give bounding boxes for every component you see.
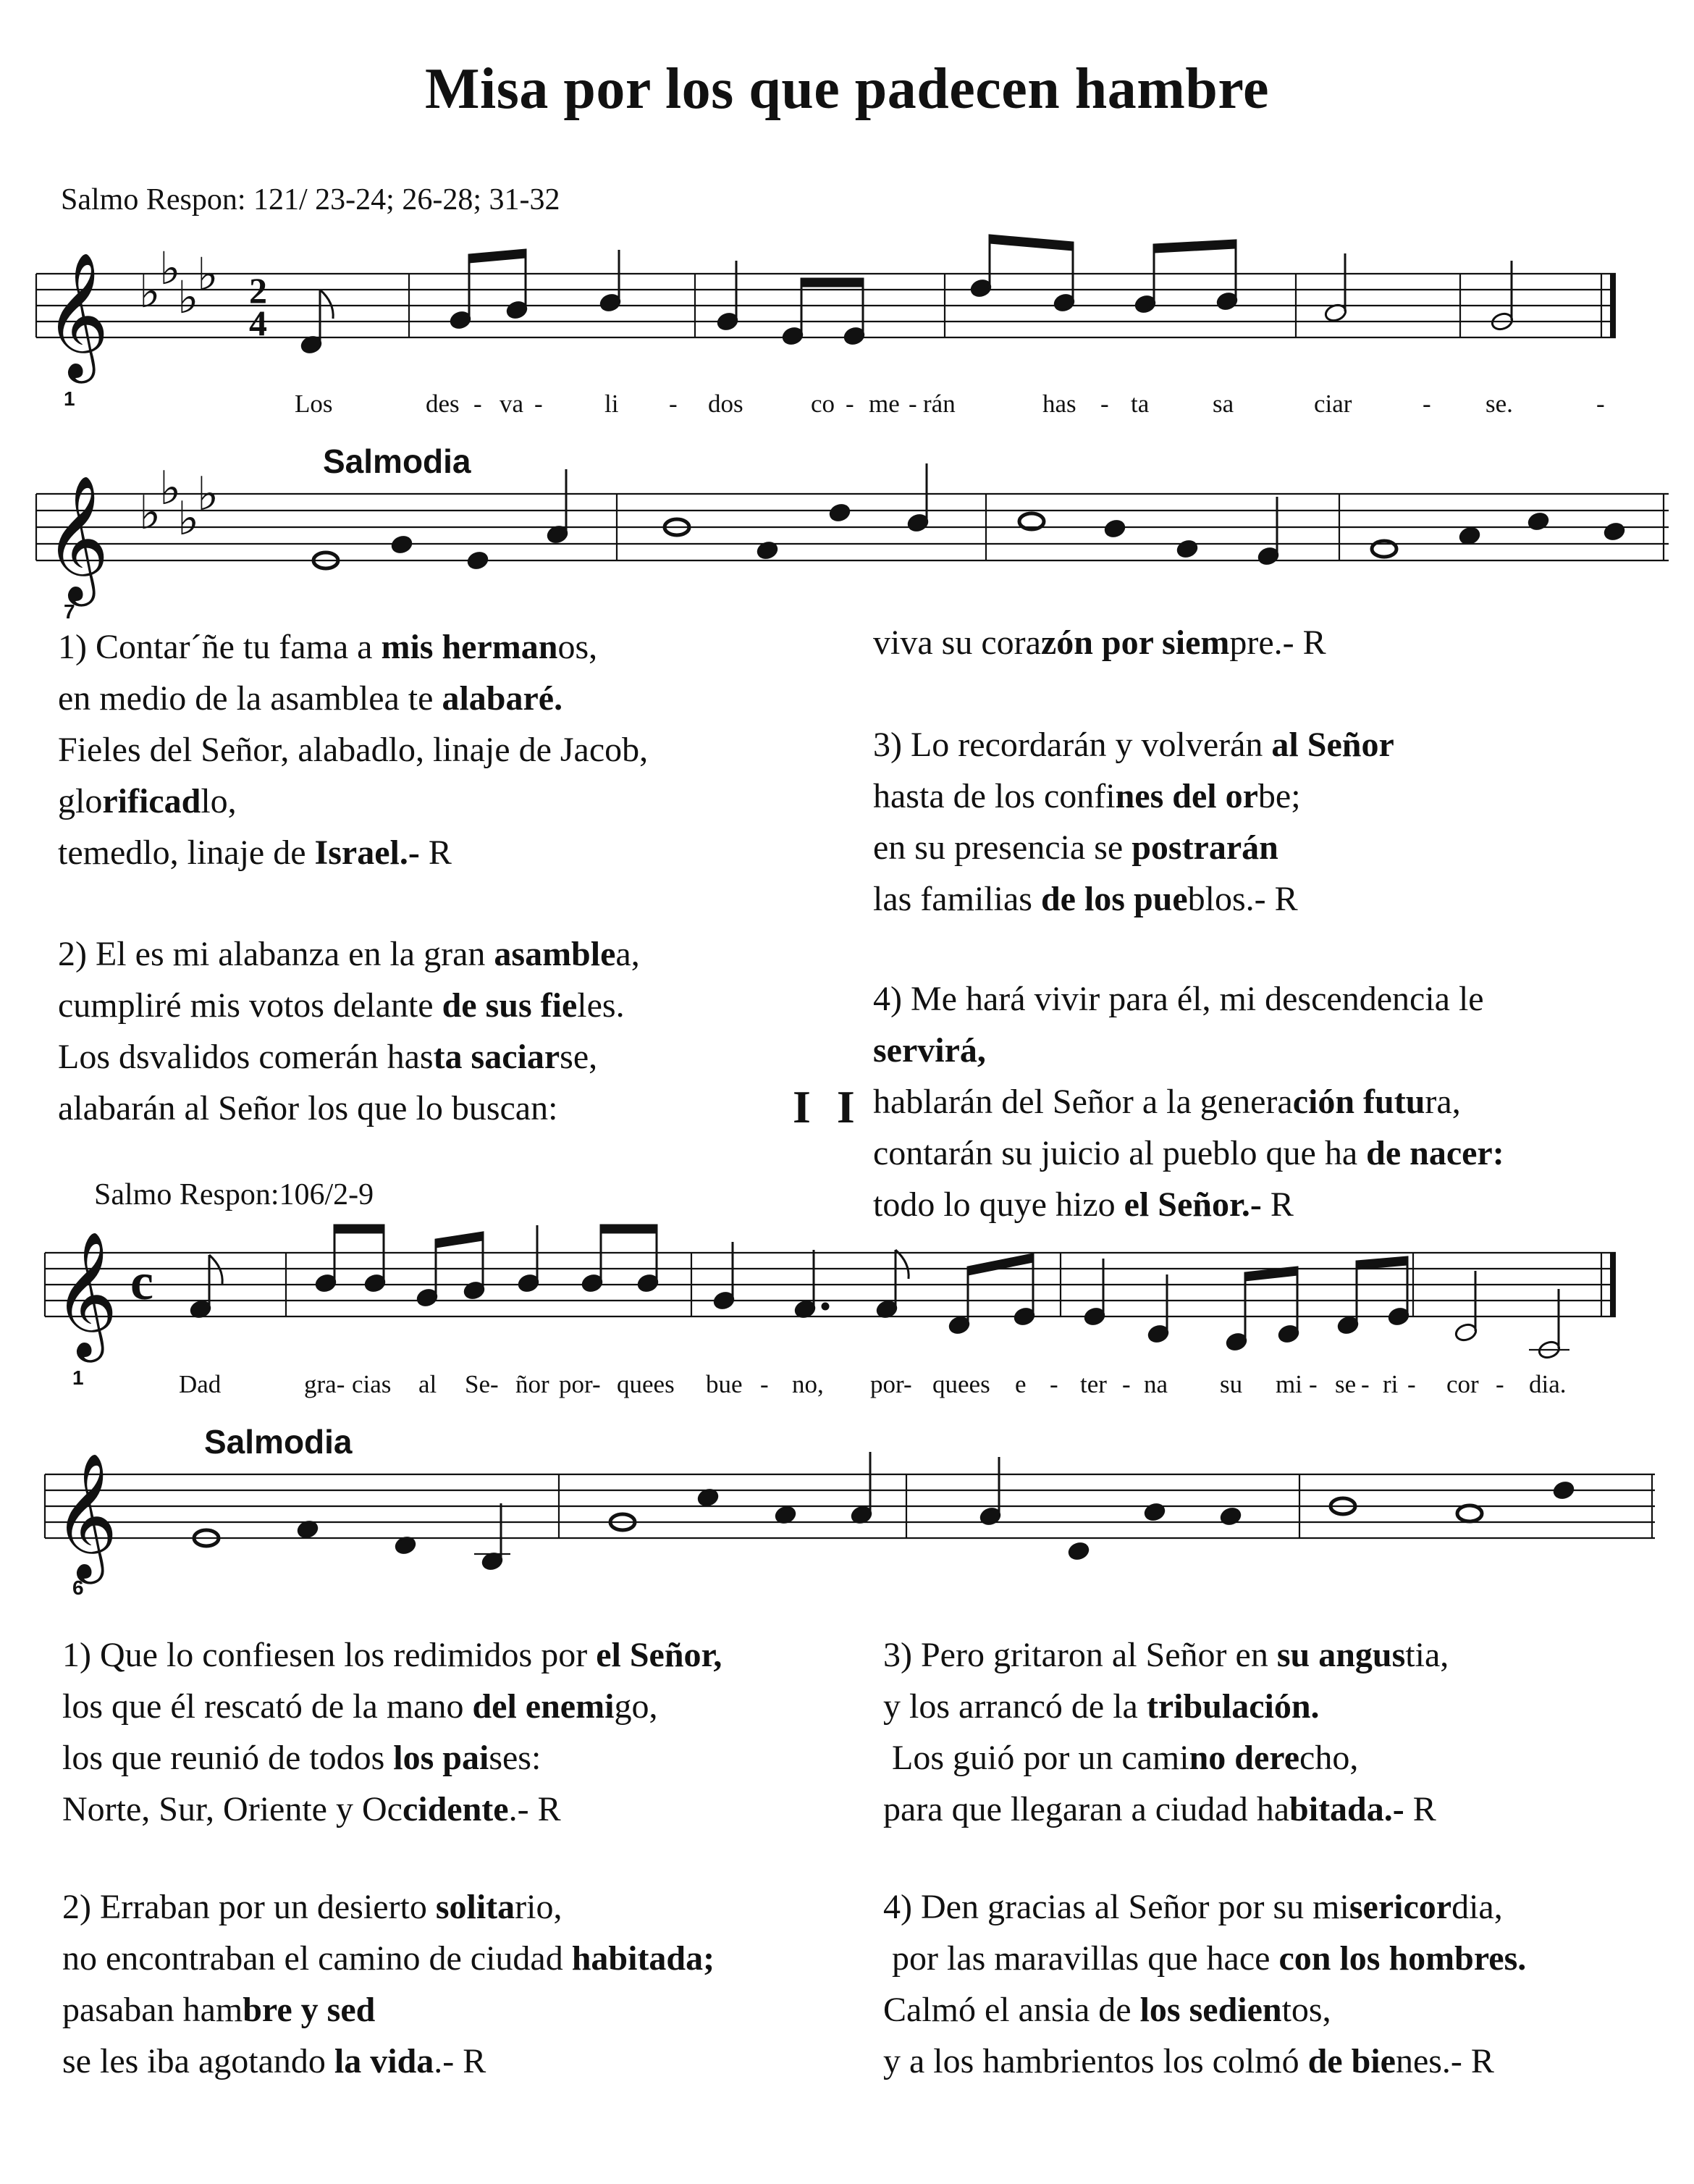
lyric-syllable: ciar — [1314, 390, 1352, 418]
verse-text: .- R — [434, 2042, 486, 2080]
verse-line — [883, 1933, 1526, 1984]
lyric-hyphen: - — [909, 390, 917, 418]
verse-text: ra, — [1425, 1083, 1461, 1121]
verse-text: nes.- R — [1395, 2042, 1494, 2080]
lyric-syllable: gra- — [304, 1370, 345, 1398]
treble-clef-icon: 𝄞 — [45, 252, 109, 378]
verse-text: 4) Den gracias al Señor por su mi — [883, 1888, 1349, 1926]
lyric-syllable: no, — [792, 1370, 824, 1398]
verse-line — [883, 1881, 1526, 1933]
verse-text: tia, — [1405, 1636, 1449, 1674]
psalm2-verse-2 — [62, 1881, 715, 2087]
lyric-syllable: has — [1042, 390, 1076, 418]
verse-text: viva su cora — [873, 623, 1041, 662]
verse-line — [883, 1732, 1449, 1784]
whole-note — [1457, 1505, 1482, 1521]
verse-text-bold: ta saciar — [433, 1038, 560, 1076]
lyric-syllable: co — [811, 390, 835, 418]
lyric-syllable: por- — [559, 1370, 601, 1398]
page-title: Misa por los que padecen hambre — [425, 57, 1269, 121]
lyric-syllable: cias — [352, 1370, 392, 1398]
svg-text:♭: ♭ — [139, 265, 161, 318]
lyric-hyphen: - — [473, 390, 482, 418]
verse-text: Calmó el ansia de — [883, 1991, 1140, 2029]
lyric-hyphen: - — [1361, 1370, 1370, 1398]
treble-clef-icon: 𝄞 — [45, 475, 109, 601]
verse-line — [883, 1984, 1526, 2036]
lyric-syllable: cor — [1446, 1370, 1479, 1398]
verse-line — [883, 1784, 1449, 1835]
psalm2-verse-1 — [62, 1629, 722, 1835]
lyric-syllable: quees — [617, 1370, 675, 1398]
lyric-syllable: sa — [1213, 390, 1234, 418]
verse-text: para que llegaran a ciudad ha — [883, 1790, 1290, 1828]
verse-text: por las maravillas que hace — [883, 1939, 1279, 1978]
lyric-syllable: dia. — [1529, 1370, 1567, 1398]
verse-line — [62, 1933, 715, 1984]
verse-text: R — [1261, 1185, 1294, 1224]
lyric-syllable: e — [1015, 1370, 1027, 1398]
verse-line — [62, 2036, 715, 2087]
lyric-syllable: Dad — [179, 1370, 222, 1398]
verse-text: 4) Me hará vivir para él, mi descendencia le — [873, 980, 1484, 1018]
salmodia-heading: Salmodia — [204, 1423, 353, 1461]
lyric-syllable: Los — [295, 390, 333, 418]
lyric-syllable: ri — [1383, 1370, 1399, 1398]
lyric-syllable: se. — [1486, 390, 1513, 418]
measure-number: 1 — [72, 1366, 84, 1389]
lyric-hyphen: - — [1100, 390, 1109, 418]
verse-text: tos, — [1281, 1991, 1331, 2029]
lyric-syllable: ter — [1080, 1370, 1107, 1398]
verse-text-bold: de los pue — [1040, 880, 1188, 918]
verse-text: rio, — [515, 1888, 562, 1926]
verse-text: cumpliré mis votos delante — [58, 986, 442, 1025]
lyric-syllable: ta — [1131, 390, 1150, 418]
verse-text: R — [1404, 1790, 1436, 1828]
verse-text-bold: asamble — [494, 935, 616, 973]
verse-text: y a los hambrientos los colmó — [883, 2042, 1308, 2080]
verse-text-bold: tribulación. — [1146, 1687, 1320, 1726]
note — [1552, 1480, 1575, 1500]
lyric-syllable: Se- — [465, 1370, 499, 1398]
verse-text: los que reunió de todos — [62, 1739, 394, 1777]
lyric-hyphen: - — [1050, 1370, 1058, 1398]
verse-text-bold: rificad — [102, 782, 201, 820]
psalm1-reference: Salmo Respon: 121/ 23-24; 26-28; 31-32 — [61, 183, 560, 217]
verse-text-bold: con los hombres. — [1278, 1939, 1527, 1978]
verse-text: a, — [615, 935, 640, 973]
verse-text: en medio de la asamblea te — [58, 679, 442, 718]
verse-text-bold: ción futu — [1292, 1083, 1425, 1121]
verse-text-bold: Israel.- — [314, 833, 420, 872]
lyric-hyphen: - — [669, 390, 678, 418]
verse-line — [62, 1681, 722, 1732]
note — [1219, 1506, 1242, 1526]
verse-line — [62, 1732, 722, 1784]
verse-text-bold: el Señor.- — [1124, 1185, 1262, 1224]
lyric-syllable: su — [1220, 1370, 1243, 1398]
verse-text-bold: los pai — [393, 1739, 489, 1777]
lyric-hyphen: - — [1407, 1370, 1416, 1398]
verse-text: 3) Lo recordarán y volverán — [873, 726, 1272, 764]
verse-text: os, — [557, 628, 598, 666]
lyric-syllable: por- — [870, 1370, 912, 1398]
verse-text: y los arrancó de la — [883, 1687, 1147, 1726]
measure-number: 1 — [64, 387, 75, 410]
lyric-hyphen: - — [1122, 1370, 1131, 1398]
verse-line — [62, 1784, 722, 1835]
verse-text: 2) Erraban por un desierto — [62, 1888, 436, 1926]
lyric-syllable: rán — [923, 390, 956, 418]
lyric-syllable: ñor — [515, 1370, 549, 1398]
verse-text-bold: servirá, — [873, 1031, 986, 1070]
verse-text: Los guió por un cami — [883, 1739, 1189, 1777]
verse-text: se les iba agotando — [62, 2042, 334, 2080]
verse-line — [883, 1629, 1449, 1681]
verse-text: Los dsvalidos comerán has — [58, 1038, 434, 1076]
verse-text: las familias — [873, 880, 1041, 918]
verse-text: .- R — [508, 1790, 561, 1828]
verse-text-bold: sericor — [1349, 1888, 1452, 1926]
svg-text:♭: ♭ — [159, 242, 181, 295]
verse-text-bold: habitada; — [571, 1939, 715, 1978]
lyric-syllable: li — [604, 390, 619, 418]
verse-text: Norte, Sur, Oriente y Oc — [62, 1790, 403, 1828]
verse-text: Fieles del Señor, alabadlo, linaje de Jacob, — [58, 731, 649, 769]
verse-text: ses: — [489, 1739, 542, 1777]
treble-clef-icon: 𝄞 — [54, 1453, 118, 1579]
verse-text: pasaban ham — [62, 1991, 243, 2029]
verse-text-bold: de sus fie — [442, 986, 578, 1025]
verse-text: contarán su juicio al pueblo que ha — [873, 1134, 1367, 1172]
verse-text-bold: nes del or — [1115, 777, 1258, 815]
lyric-syllable: dos — [708, 390, 743, 418]
verse-line — [883, 1681, 1449, 1732]
svg-text:♭: ♭ — [177, 271, 199, 324]
verse-text: se, — [560, 1038, 598, 1076]
treble-clef-icon: 𝄞 — [54, 1231, 118, 1357]
verse-text-bold: cidente — [402, 1790, 509, 1828]
psalm2-verse-4 — [883, 1881, 1526, 2087]
verse-text: R — [419, 833, 452, 872]
lyric-hyphen: - — [1423, 390, 1431, 418]
verse-line — [62, 1629, 722, 1681]
lyric-syllable: se — [1335, 1370, 1357, 1398]
verse-line — [62, 1881, 715, 1933]
verse-text: 3) Pero gritaron al Señor en — [883, 1636, 1277, 1674]
lyric-syllable: al — [418, 1370, 437, 1398]
verse-text: 2) El es mi alabanza en la gran — [58, 935, 494, 973]
lyric-syllable: va — [500, 390, 524, 418]
note — [1143, 1502, 1166, 1522]
time-signature-bottom: 4 — [249, 303, 267, 343]
psalm2-reference: Salmo Respon:106/2-9 — [94, 1178, 374, 1211]
verse-text: be; — [1257, 777, 1301, 815]
verse-text: alabarán al Señor los que lo buscan: — [58, 1089, 558, 1127]
verse-text-bold: postrarán — [1132, 828, 1278, 867]
verse-text: en su presencia se — [873, 828, 1132, 867]
verse-text: no encontraban el camino de ciudad — [62, 1939, 572, 1978]
verse-text-bold: su angus — [1276, 1636, 1406, 1674]
svg-text:♭: ♭ — [197, 248, 219, 301]
verse-line — [883, 2036, 1526, 2087]
time-signature-top: 2 — [249, 270, 267, 311]
verse-text: glo — [58, 782, 103, 820]
note — [1067, 1541, 1090, 1561]
verse-text: go, — [614, 1687, 658, 1726]
measure-number: 7 — [64, 600, 75, 623]
psalm2-verse-3 — [883, 1629, 1449, 1835]
lyric-hyphen: - — [534, 390, 543, 418]
verse-text: todo lo quye hizo — [873, 1185, 1124, 1224]
verse-text-bold: bre y sed — [243, 1991, 376, 2029]
lyric-syllable: des — [426, 390, 460, 418]
verse-text: blos.- R — [1187, 880, 1298, 918]
verse-text-bold: zón por siem — [1040, 623, 1230, 662]
verse-text: 1) Que lo confiesen los redimidos por — [62, 1636, 597, 1674]
svg-text:♭: ♭ — [159, 462, 182, 516]
common-time-icon: c — [130, 1253, 153, 1311]
verse-text-bold: bitada.- — [1289, 1790, 1404, 1828]
verse-text-bold: el Señor, — [596, 1636, 722, 1674]
lyric-hyphen: - — [760, 1370, 769, 1398]
section-roman-numeral: I I — [793, 1081, 862, 1133]
lyric-hyphen: - — [1309, 1370, 1318, 1398]
svg-text:♭: ♭ — [197, 468, 219, 521]
verse-text-bold: alabaré. — [442, 679, 563, 718]
verse-text: cho, — [1299, 1739, 1359, 1777]
verse-text: hablarán del Señor a la genera — [873, 1083, 1293, 1121]
lyric-syllable: na — [1144, 1370, 1168, 1398]
lyric-syllable: me — [869, 390, 900, 418]
verse-text-bold: al Señor — [1271, 726, 1394, 764]
verse-text: dia, — [1451, 1888, 1503, 1926]
svg-text:♭: ♭ — [177, 492, 200, 546]
verse-text: lo, — [201, 782, 237, 820]
lyric-hyphen: - — [1496, 1370, 1504, 1398]
verse-text-bold: mis herman — [381, 628, 558, 666]
verse-text: les. — [577, 986, 625, 1025]
lyric-syllable: bue — [706, 1370, 743, 1398]
lyric-syllable: mi — [1276, 1370, 1302, 1398]
verse-text-bold: del enemi — [472, 1687, 615, 1726]
lyric-syllable: quees — [932, 1370, 990, 1398]
verse-text-bold: solita — [435, 1888, 515, 1926]
lyric-hyphen: - — [1596, 390, 1605, 418]
verse-text: los que él rescató de la mano — [62, 1687, 473, 1726]
verse-text: hasta de los confi — [873, 777, 1116, 815]
measure-number: 6 — [72, 1576, 84, 1599]
lyric-hyphen: - — [846, 390, 854, 418]
salmodia-heading: Salmodia — [323, 442, 471, 480]
verse-text-bold: no dere — [1189, 1739, 1300, 1777]
verse-text-bold: la vida — [334, 2042, 434, 2080]
verse-text-bold: de bie — [1307, 2042, 1396, 2080]
verse-text: pre.- R — [1229, 623, 1326, 662]
svg-text:♭: ♭ — [139, 487, 161, 540]
verse-text-bold: de nacer: — [1366, 1134, 1504, 1172]
verse-line — [62, 1984, 715, 2036]
verse-text: 1) Contar´ñe tu fama a — [58, 628, 382, 666]
verse-text-bold: los sedien — [1139, 1991, 1282, 2029]
verse-text: temedlo, linaje de — [58, 833, 315, 872]
